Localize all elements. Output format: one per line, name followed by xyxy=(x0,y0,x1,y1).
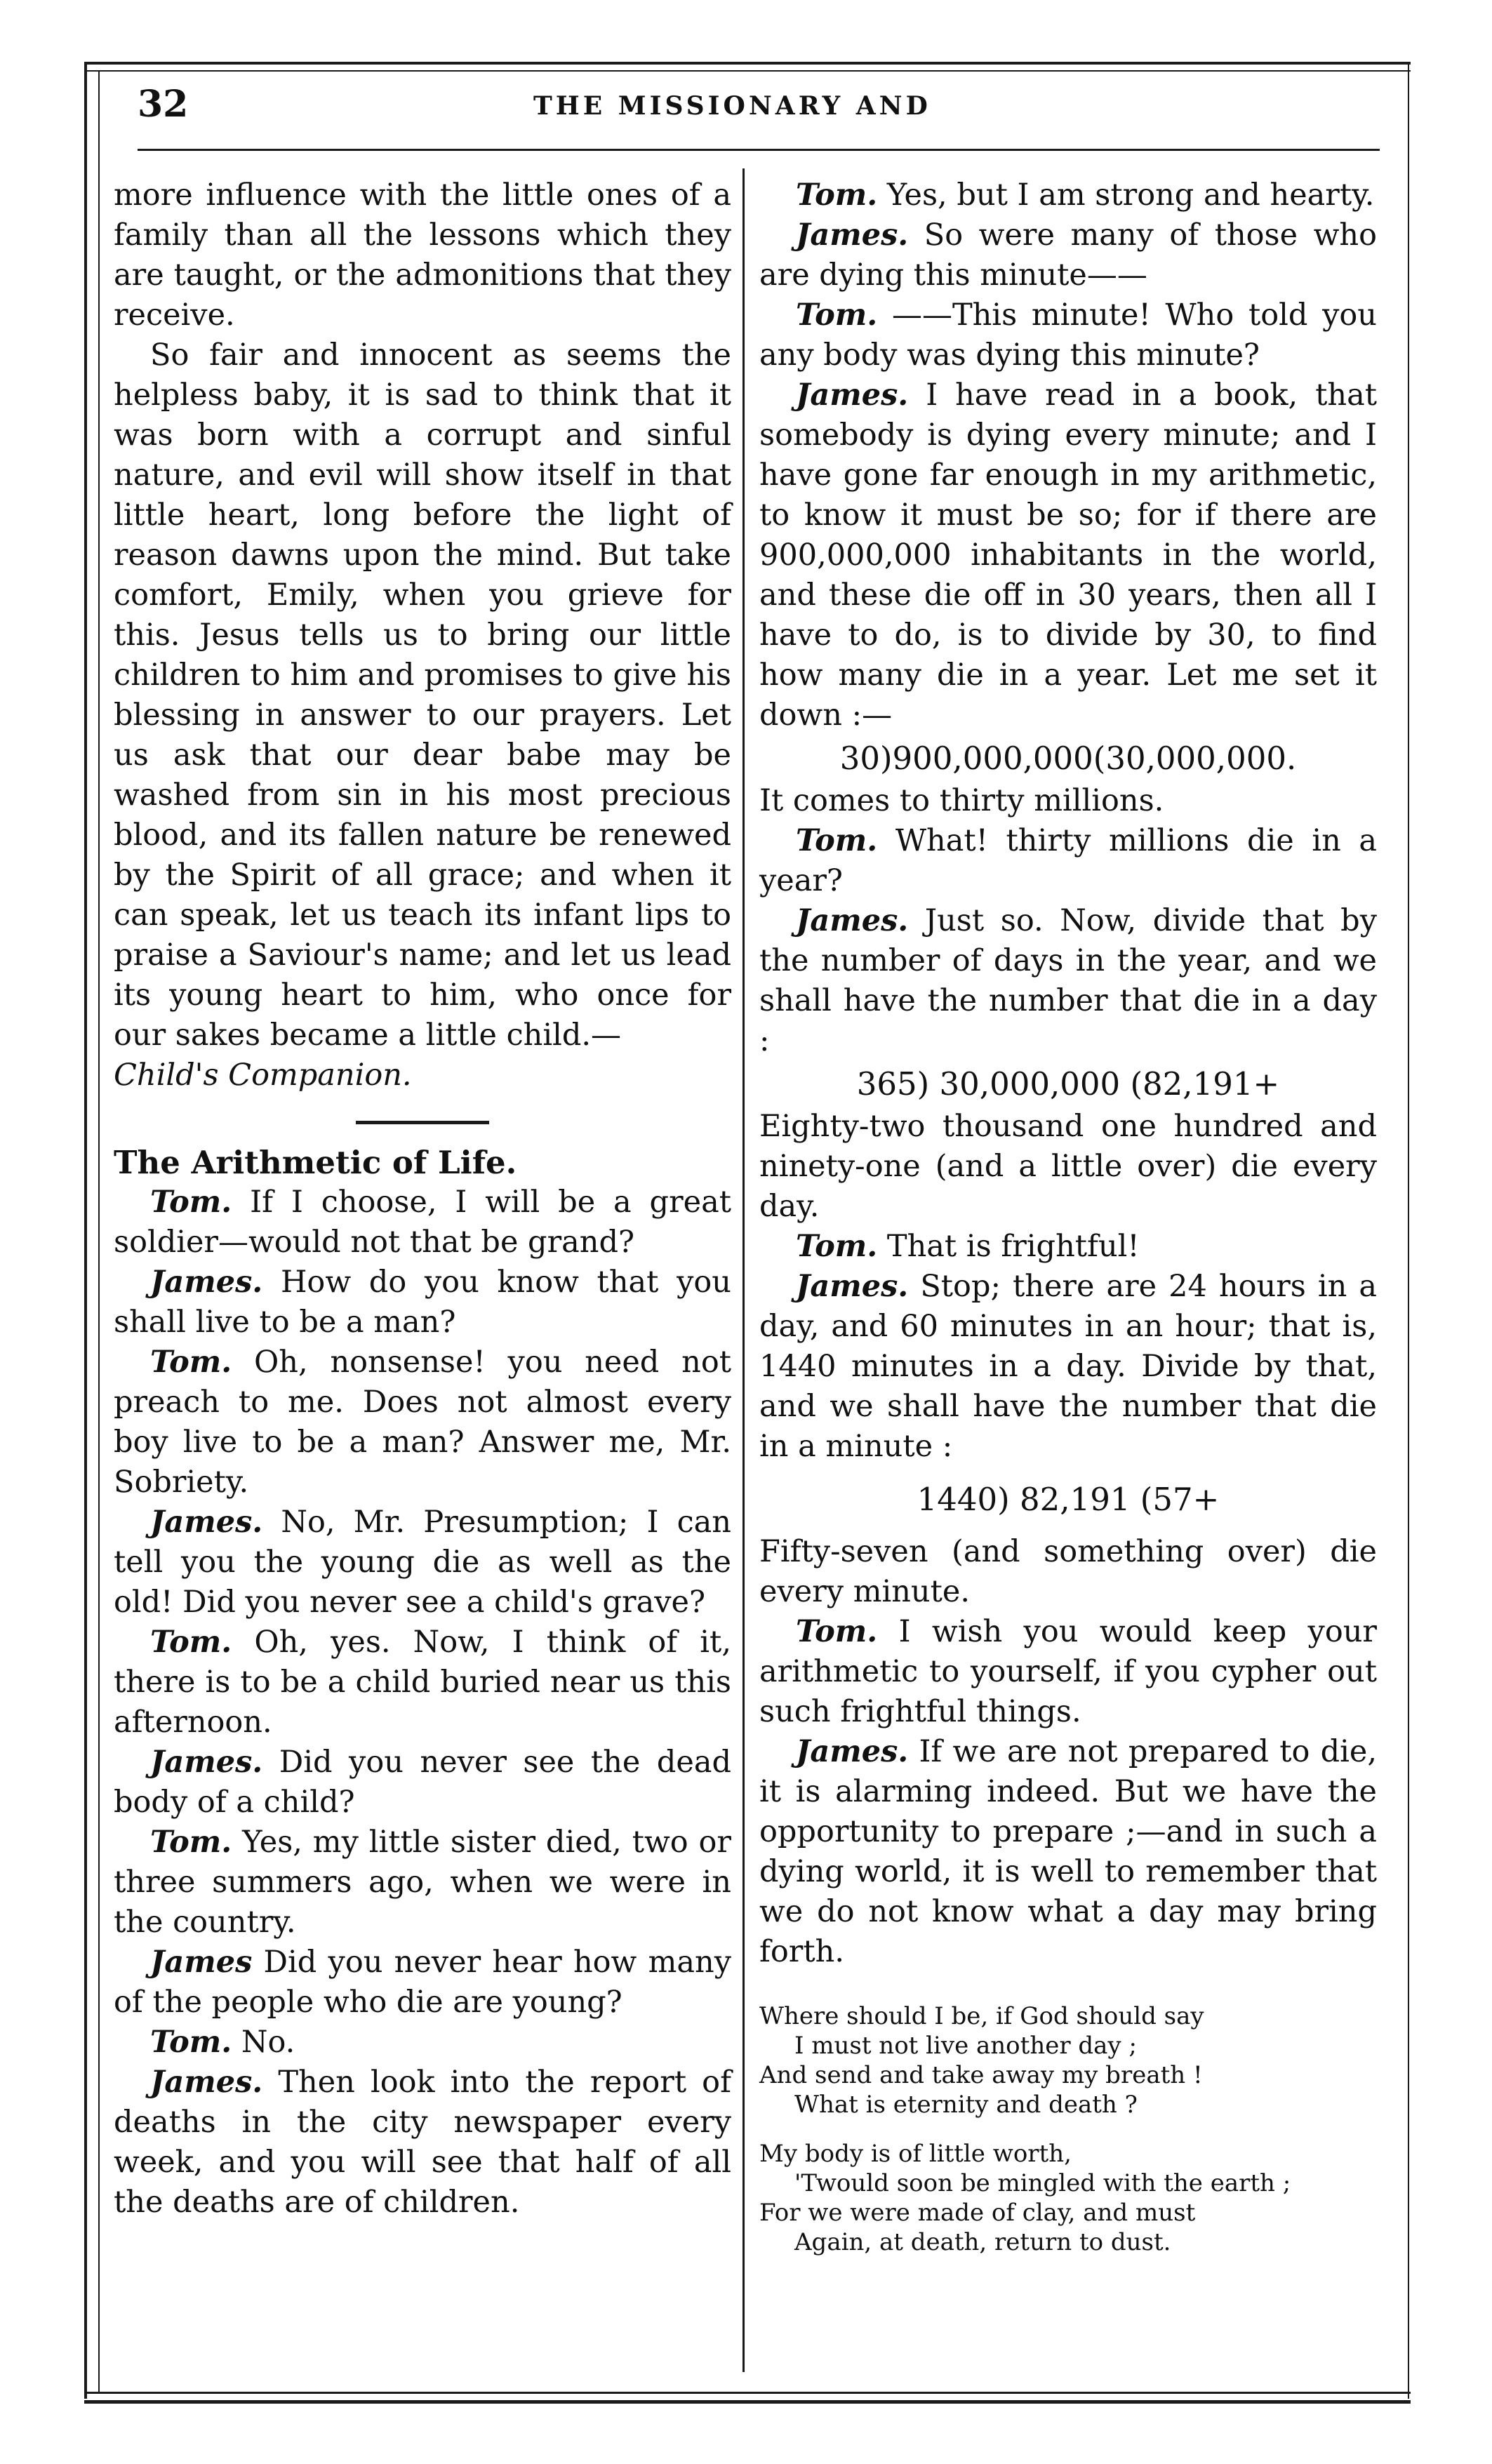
poem-line: My body is of little worth, xyxy=(759,2140,1072,2168)
speaker: James xyxy=(150,1945,253,1980)
speaker: James. xyxy=(150,1745,263,1780)
poem xyxy=(759,2002,1377,2257)
dialogue-text: Did you never hear how many of the people who die are young? xyxy=(114,1945,732,2020)
dialogue-line xyxy=(759,295,1377,375)
paragraph: Fifty-seven (and something over) die every minute. xyxy=(759,1534,1377,1609)
header-rule xyxy=(138,149,1380,151)
speaker: Tom. xyxy=(150,1345,232,1380)
poem-line: What is eternity and death ? xyxy=(794,2091,1138,2119)
dialogue-text: Oh, yes. Now, I think of it, there is to be a child buried near us this afternoon. xyxy=(114,1625,732,1740)
speaker: James. xyxy=(796,1269,909,1304)
speaker: Tom. xyxy=(796,1614,878,1649)
left-column xyxy=(114,175,731,2223)
speaker: Tom. xyxy=(150,1825,232,1860)
dialogue-line xyxy=(759,1227,1377,1267)
running-title: THE MISSIONARY AND xyxy=(533,91,931,121)
dialogue-line xyxy=(114,2063,731,2223)
speaker: Tom. xyxy=(796,823,878,858)
dialogue-line xyxy=(114,1183,731,1263)
poem-line: I must not live another day ; xyxy=(794,2032,1137,2060)
speaker: Tom. xyxy=(796,178,878,213)
dialogue-line xyxy=(759,1612,1377,1732)
bottom-rule-thick xyxy=(84,2400,1411,2404)
dialogue-line xyxy=(114,2023,731,2063)
speaker: Tom. xyxy=(150,1185,232,1220)
dialogue-text: If I choose, I will be a great soldier—would not that be grand? xyxy=(114,1185,732,1260)
speaker: James. xyxy=(150,1505,263,1540)
dialogue-line xyxy=(114,1743,731,1823)
right-column xyxy=(759,175,1377,2257)
left-border-inner xyxy=(98,70,100,2393)
dialogue-line xyxy=(759,821,1377,901)
dialogue-text: So were many of those who are dying this minute—— xyxy=(759,218,1377,293)
dialogue-text: What! thirty millions die in a year? xyxy=(759,823,1377,898)
calculation: 365) 30,000,000 (82,191+ xyxy=(856,1065,1280,1103)
calculation: 1440) 82,191 (57+ xyxy=(917,1481,1220,1518)
dialogue-line xyxy=(759,175,1377,215)
speaker: Tom. xyxy=(150,1625,232,1660)
dialogue-text: If we are not prepared to die, it is alarming indeed. But we have the opportunity to prepare ;—and in such a dying world, it is well to remember that we do not know what a day may bring forth. xyxy=(759,1734,1377,1969)
stanza-gap xyxy=(759,2119,1377,2139)
dialogue-text: Yes, but I am strong and hearty. xyxy=(886,178,1375,213)
dialogue-line xyxy=(114,1263,731,1343)
dialogue-text: No, Mr. Presumption; I can tell you the young die as well as the old! Did you never see a child's grave? xyxy=(114,1505,731,1620)
dialogue-text: How do you know that you shall live to be a man? xyxy=(114,1265,731,1340)
dialogue-text: Did you never see the dead body of a child? xyxy=(114,1745,731,1820)
dialogue-text: ——This minute! Who told you any body was dying this minute? xyxy=(759,298,1378,373)
dialogue-line xyxy=(114,1823,731,1943)
dialogue-line xyxy=(759,1732,1377,1972)
top-rule xyxy=(84,62,1411,65)
speaker: James. xyxy=(796,218,909,253)
speaker: James. xyxy=(796,903,909,938)
dialogue-text: I have read in a book, that somebody is dying every minute; and I have gone far enough in my arithmetic, to know it must be so; for if there are 900,000,000 inhabitants in the world, and these die off in 30 years, then all I have to do, is to divide by 30, to find how many die in a year. Let me set it down :— xyxy=(759,378,1377,733)
paragraph: Eighty-two thousand one hundred and ninety-one (and a little over) die every day. xyxy=(759,1109,1377,1224)
poem-line: For we were made of clay, and must xyxy=(759,2199,1196,2227)
speaker: James. xyxy=(796,1734,909,1769)
speaker: James. xyxy=(150,2065,263,2100)
dialogue-line xyxy=(114,1943,731,2023)
left-border xyxy=(84,62,87,2399)
poem-line: And send and take away my breath ! xyxy=(759,2061,1203,2089)
dialogue-line xyxy=(759,215,1377,295)
dialogue-text: Then look into the report of deaths in the city newspaper every week, and you will see that half of all the deaths are of children. xyxy=(114,2065,731,2220)
paragraph: more influence with the little ones of a family than all the lessons which they are taught, or the admonitions that they receive. xyxy=(114,178,731,333)
speaker: Tom. xyxy=(150,2025,232,2060)
speaker: James. xyxy=(150,1265,263,1300)
top-rule-thin xyxy=(84,70,1411,72)
dialogue-line xyxy=(114,1623,731,1743)
paragraph: So fair and innocent as seems the helpless baby, it is sad to think that it was born with a corrupt and sinful nature, and evil will show itself in that little heart, long before the light of reason dawns upon the mind. But take comfort, Emily, when you grieve for this. Jesus tells us to bring our little children to him and promises to give his blessing in answer to our prayers. Let us ask that our dear babe may be washed from sin in his most precious blood, and its fallen nature be renewed by the Spirit of all grace; and when it can speak, let us teach its infant lips to praise a Saviour's name; and let us lead its young heart to him, who once for our sakes became a little child.— xyxy=(114,338,731,1053)
dialogue-text: I wish you would keep your arithmetic to yourself, if you cypher out such frightful things. xyxy=(759,1614,1377,1729)
dialogue-text: That is frightful! xyxy=(886,1229,1140,1264)
speaker: Tom. xyxy=(796,1229,878,1264)
bottom-rule xyxy=(84,2392,1411,2394)
column-divider xyxy=(742,168,745,2372)
dialogue-text: Oh, nonsense! you need not preach to me. Does not almost every boy live to be a man? Answer me, Mr. Sobriety. xyxy=(114,1345,731,1500)
speaker: James. xyxy=(796,378,909,413)
dialogue-text: Just so. Now, divide that by the number of days in the year, and we shall have the number that die in a day : xyxy=(759,903,1377,1058)
dialogue-text: Stop; there are 24 hours in a day, and 60 minutes in an hour; that is, 1440 minutes in a day. Divide by that, and we shall have the number that die in a minute : xyxy=(759,1269,1377,1464)
article-heading: The Arithmetic of Life. xyxy=(114,1144,517,1181)
page-number: 32 xyxy=(138,83,189,126)
dialogue-line xyxy=(114,1343,731,1503)
calculation: 30)900,000,000(30,000,000. xyxy=(839,740,1297,777)
paragraph: It comes to thirty millions. xyxy=(759,783,1164,818)
dialogue-text: No. xyxy=(241,2025,295,2060)
poem-line: Again, at death, return to dust. xyxy=(794,2228,1171,2256)
dialogue-line xyxy=(759,1267,1377,1467)
dialogue-line xyxy=(114,1503,731,1623)
speaker: Tom. xyxy=(796,298,878,333)
attribution: Child's Companion. xyxy=(114,1058,412,1093)
dialogue-line xyxy=(759,901,1377,1061)
dialogue-text: Yes, my little sister died, two or three summers ago, when we were in the country. xyxy=(114,1825,731,1940)
poem-line: Where should I be, if God should say xyxy=(759,2002,1204,2030)
section-divider xyxy=(356,1121,489,1124)
dialogue-line xyxy=(759,375,1377,735)
right-border xyxy=(1408,62,1409,2399)
poem-line: 'Twould soon be mingled with the earth ; xyxy=(794,2169,1291,2197)
